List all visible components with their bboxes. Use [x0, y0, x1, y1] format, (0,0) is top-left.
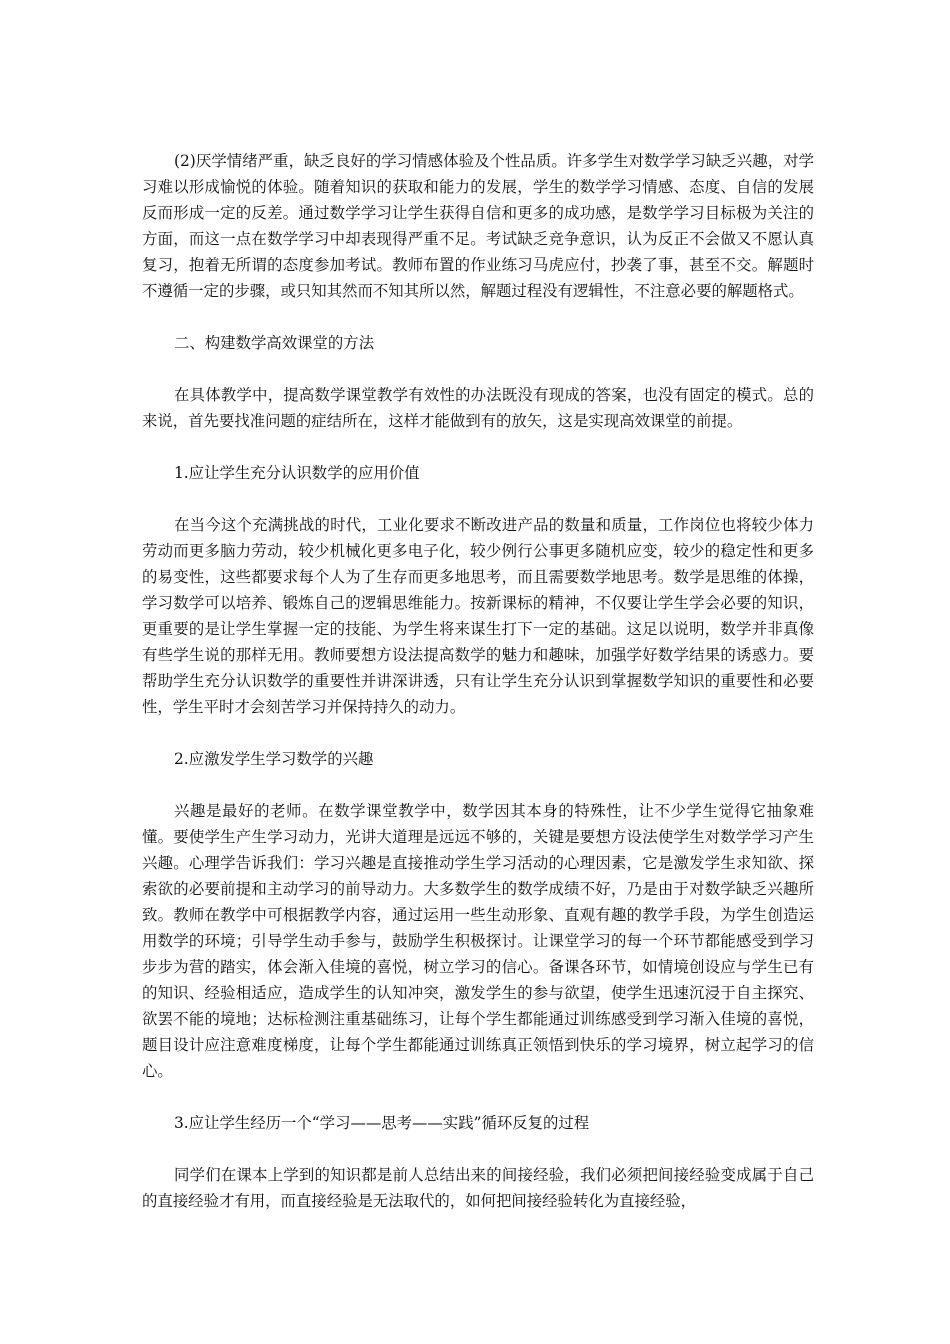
paragraph-learning-attitude: (2)厌学情绪严重，缺乏良好的学习情感体验及个性品质。许多学生对数学学习缺乏兴趣，对学习难以形成愉悦的体验。随着知识的获取和能力的发展，学生的数学学习情感、态度、自信的发展反而形成一定的反差。通过数学学习让学生获得自信和更多的成功感，是数学学习目标极为关注的方面，而这一点在数学学习中却表现得严重不足。考试缺乏竞争意识，认为反正不会做又不愿认真复习，抱着无所谓的态度参加考试。教师布置的作业练习马虎应付，抄袭了事，甚至不交。解题时不遵循一定的步骤，或只知其然而不知其所以然，解题过程没有逻辑性，不注意必要的解题格式。	[142, 152, 814, 300]
section-heading-methods: 二、构建数学高效课堂的方法	[174, 334, 375, 352]
subheading-interest: 2.应激发学生学习数学的兴趣	[174, 750, 374, 768]
document-page	[142, 148, 814, 1214]
paragraph-methods-intro: 在具体教学中，提高数学课堂教学有效性的办法既没有现成的答案，也没有固定的模式。总的来说，首先要找准问题的症结所在，这样才能做到有的放矢，这是实现高效课堂的前提。	[142, 386, 814, 430]
subheading-learning-cycle: 3.应让学生经历一个“学习——思考——实践”循环反复的过程	[174, 1114, 590, 1132]
subheading-application-value: 1.应让学生充分认识数学的应用价值	[174, 464, 420, 482]
paragraph-application-value: 在当今这个充满挑战的时代，工业化要求不断改进产品的数量和质量，工作岗位也将较少体力劳动而更多脑力劳动，较少机械化更多电子化，较少例行公事更多随机应变，较少的稳定性和更多的易变性，这些都要求每个人为了生存而更多地思考，而且需要数学地思考。数学是思维的体操，学习数学可以培养、锻炼自己的逻辑思维能力。按新课标的精神，不仅要让学生学会必要的知识，更重要的是让学生掌握一定的技能、为学生将来谋生打下一定的基础。这足以说明，数学并非真像有些学生说的那样无用。教师要想方设法提高数学的魅力和趣味，加强学好数学结果的诱惑力。要帮助学生充分认识数学的重要性并讲深讲透，只有让学生充分认识到掌握数学知识的重要性和必要性，学生平时才会刻苦学习并保持持久的动力。	[142, 516, 814, 716]
paragraph-learning-cycle: 同学们在课本上学到的知识都是前人总结出来的间接经验，我们必须把间接经验变成属于自己的直接经验才有用，而直接经验是无法取代的，如何把间接经验转化为直接经验，	[142, 1166, 814, 1210]
paragraph-interest: 兴趣是最好的老师。在数学课堂教学中，数学因其本身的特殊性，让不少学生觉得它抽象难懂。要使学生产生学习动力，光讲大道理是远远不够的，关键是要想方设法使学生对数学学习产生兴趣。心理学告诉我们：学习兴趣是直接推动学生学习活动的心理因素，它是激发学生求知欲、探索欲的必要前提和主动学习的前导动力。大多数学生的数学成绩不好，乃是由于对数学缺乏兴趣所致。教师在教学中可根据教学内容，通过运用一些生动形象、直观有趣的教学手段，为学生创造运用数学的环境；引导学生动手参与，鼓励学生积极探讨。让课堂学习的每一个环节都能感受到学习步步为营的踏实，体会渐入佳境的喜悦，树立学习的信心。备课各环节，如情境创设应与学生已有的知识、经验相适应，造成学生的认知冲突，激发学生的参与欲望，使学生迅速沉浸于自主探究、欲罢不能的境地；达标检测注重基础练习，让每个学生都能通过训练感受到学习渐入佳境的喜悦，题目设计应注意难度梯度，让每个学生都能通过训练真正领悟到快乐的学习境界，树立起学习的信心。	[142, 802, 814, 1080]
